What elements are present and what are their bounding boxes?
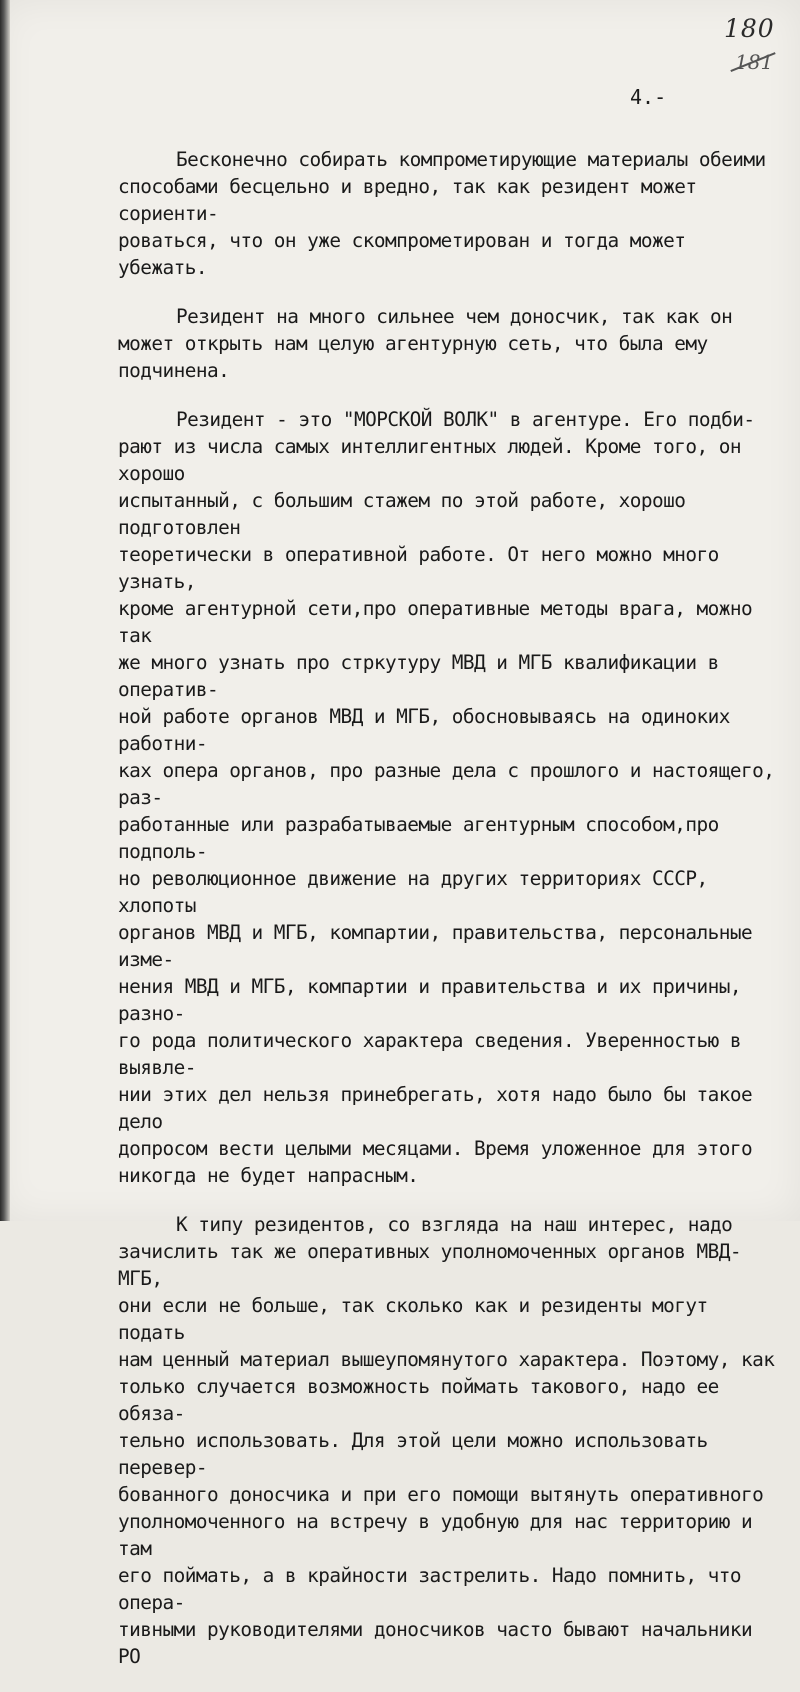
scan-binding-edge <box>0 0 10 1221</box>
paragraph: Резидент на много сильнее чем доносчик, так как он может открыть нам целую агентурную сеть, что была ему подчинена. <box>118 305 733 382</box>
typewritten-body <box>118 146 783 1692</box>
folio-number-crossed-out: 181 <box>735 50 774 74</box>
paragraph: К типу резидентов, со взгляда на наш интерес, надо зачислить так же оперативных уполномоченных органов МВД-МГБ, они если не больше, так сколько как и резиденты могут подать нам ценный материал вышеупомянутого характера. Поэтому, как только случается возможность поймать такового, надо ее обяза- тельно использовать. Для этой цели можно использовать перевер- бованного доносчика и при его помощи вытянуть оперативного уполномоченного на встречу в удобную для нас территорию и там его поймать, а в крайности застрелить. Надо помнить, что опера- тивными руководителями доносчиков часто бывают начальники РО <box>118 1213 775 1668</box>
paragraph: Резидент - это "МОРСКОЙ ВОЛК" в агентуре. Его подби- рают из числа самых интеллигентных людей. Кроме того, он хорошо испытанный, с большим стажем по этой работе, хорошо подготовлен теоретически в оперативной работе. От него можно много узнать, кроме агентурной сети,про оперативные методы врага, можно так же много узнать про стркутуру МВД и МГБ квалификации в оператив- ной работе органов МВД и МГБ, обосновываясь на одиноких работни- ках опера органов, про разные дела с прошлого и настоящего, раз- работанные или разрабатываемые агентурным способом,про подполь- но революционное движение на других территориях СССР, хлопоты органов МВД и МГБ, компартии, правительства, персональные изме- нения МВД и МГБ, компартии и правительства и их причины, разно- го рода политического характера сведения. Уверенностью в выявле- нии этих дел нельзя принебрегать, хотя надо было бы такое дело допросом вести целыми месяцами. Время уложенное для этого никогда не будет напрасным. <box>118 408 775 1187</box>
page-number: 4.- <box>630 85 667 109</box>
folio-number-handwritten: 180 <box>724 14 775 43</box>
paragraph: Бесконечно собирать компрометирующие материалы обеими способами бесцельно и вредно, так как резидент может сориенти- роваться, что он уже скомпрометирован и тогда может убежать. <box>118 148 766 279</box>
